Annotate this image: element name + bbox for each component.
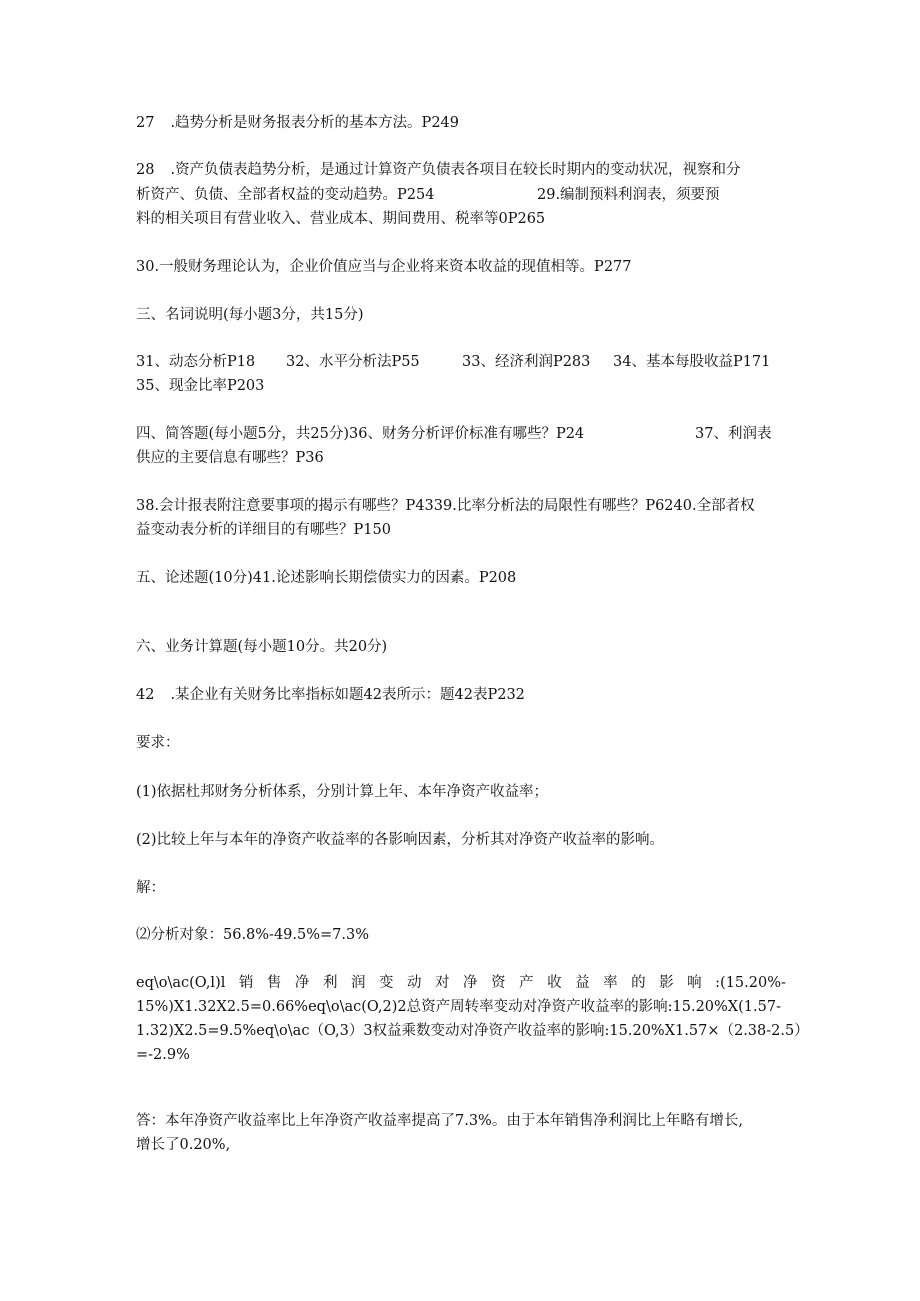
item-28-continued-text: 析资产、负债、全部者权益的变动趋势。P254 bbox=[136, 187, 435, 203]
calc-token: 销 bbox=[238, 975, 254, 991]
term-34 bbox=[613, 352, 770, 372]
item-29 bbox=[537, 185, 720, 205]
term-33 bbox=[462, 352, 590, 372]
calc-token: 的 bbox=[631, 975, 646, 991]
calc-line-2 bbox=[136, 997, 781, 1017]
item-27 bbox=[136, 113, 459, 133]
requirement-1 bbox=[136, 782, 548, 802]
item-30-text: 30.一般财务理论认为，企业价值应当与企业将来资本收益的现值相等。P277 bbox=[136, 259, 632, 275]
section-4-line-1-text: 四、简答题(每小题5分，共25分)36、财务分析评价标准有哪些？P24 bbox=[136, 426, 585, 442]
section-6-heading bbox=[136, 637, 387, 657]
item-27-text: .趋势分析是财务报表分析的基本方法。P249 bbox=[170, 115, 459, 131]
section-4-line-2-text: 供应的主要信息有哪些？P36 bbox=[136, 450, 324, 466]
term-35-text: 35、现金比率P203 bbox=[136, 378, 265, 394]
calc-token: 利 bbox=[322, 975, 338, 991]
section-5-line bbox=[136, 568, 516, 588]
calc-token: 产 bbox=[519, 975, 534, 991]
section-4-line-3 bbox=[136, 496, 755, 516]
item-27-number: 27 bbox=[136, 115, 155, 131]
item-28-continued bbox=[136, 185, 434, 205]
section-3-heading-text: 三、名词说明(每小题3分，共15分) bbox=[136, 307, 364, 323]
answer-line-2-text: 增长了0.20%, bbox=[136, 1137, 231, 1153]
requirement-2-text: (2)比较上年与本年的净资产收益率的各影响因素，分析其对净资产收益率的影响。 bbox=[136, 832, 665, 848]
calc-token: 资 bbox=[491, 975, 506, 991]
calc-line-4-text: =-2.9% bbox=[136, 1047, 190, 1063]
section-4-line-4 bbox=[136, 520, 391, 540]
section-3-heading bbox=[136, 305, 364, 325]
calc-token: :(15.20%- bbox=[715, 975, 786, 991]
item-28 bbox=[136, 160, 741, 180]
calc-token: 响 bbox=[687, 975, 702, 991]
section-4-line-4-text: 益变动表分析的详细目的有哪些？P150 bbox=[136, 522, 391, 538]
calc-line-3 bbox=[136, 1021, 809, 1041]
item-28-text: .资产负债表趋势分析，是通过计算资产负债表各项目在较长时期内的变动状况，视察和分 bbox=[170, 162, 741, 178]
answer-line-1 bbox=[136, 1111, 743, 1131]
calc-token: 收 bbox=[547, 975, 562, 991]
answer-line-1-text: 答：本年净资产收益率比上年净资产收益率提高了7.3%。由于本年销售净利润比上年略有增长, bbox=[136, 1113, 743, 1129]
item-28-number: 28 bbox=[136, 162, 155, 178]
calc-token: eq\o\ac(O,l)l bbox=[136, 975, 226, 991]
calc-line-3-text: 1.32)X2.5=9.5%eq\o\ac（O,3）3权益乘数变动对净资产收益率的影响:15.20%X1.57×（2.38-2.5） bbox=[136, 1023, 809, 1039]
item-30 bbox=[136, 257, 632, 277]
item-29-continued-text: 料的相关项目有营业收入、营业成本、期间费用、税率等0P265 bbox=[136, 211, 546, 227]
answer-line-2 bbox=[136, 1135, 230, 1155]
term-34-text: 34、基本每股收益P171 bbox=[613, 354, 771, 370]
calc-token: 净 bbox=[463, 975, 478, 991]
analysis-object-text: ⑵分析对象：56.8%-49.5%=7.3% bbox=[136, 927, 370, 943]
question-42-text: .某企业有关财务比率指标如题42表所示：题42表P232 bbox=[170, 687, 525, 703]
section-4-line-1 bbox=[136, 424, 584, 444]
term-31 bbox=[136, 352, 255, 372]
requirement-2 bbox=[136, 830, 664, 850]
section-4-line-2 bbox=[136, 448, 324, 468]
calc-token: 净 bbox=[294, 975, 310, 991]
calc-token: 售 bbox=[266, 975, 282, 991]
term-32 bbox=[286, 352, 420, 372]
calc-line-1 bbox=[136, 973, 786, 993]
question-42-number: 42 bbox=[136, 687, 155, 703]
question-42 bbox=[136, 685, 525, 705]
term-32-text: 32、水平分析法P55 bbox=[286, 354, 420, 370]
solution-label bbox=[136, 878, 165, 898]
requirements-label-text: 要求： bbox=[136, 735, 180, 751]
item-37-text: 37、利润表 bbox=[695, 426, 772, 442]
calc-token: 变 bbox=[378, 975, 394, 991]
requirement-1-text: (1)依据杜邦财务分析体系，分别计算上年、本年净资产收益率； bbox=[136, 784, 549, 800]
calc-token: 润 bbox=[350, 975, 366, 991]
term-31-text: 31、动态分析P18 bbox=[136, 354, 256, 370]
item-29-continued bbox=[136, 209, 545, 229]
analysis-object bbox=[136, 925, 369, 945]
term-33-text: 33、经济利润P283 bbox=[462, 354, 591, 370]
calc-token: 影 bbox=[659, 975, 674, 991]
item-37 bbox=[695, 424, 771, 444]
item-29-text: 29.编制预料利润表，须要预 bbox=[537, 187, 720, 203]
solution-label-text: 解： bbox=[136, 880, 165, 896]
calc-token: 率 bbox=[603, 975, 618, 991]
section-5-text: 五、论述题(10分)41.论述影响长期偿债实力的因素。P208 bbox=[136, 570, 517, 586]
calc-token: 对 bbox=[435, 975, 450, 991]
calc-line-4 bbox=[136, 1045, 190, 1065]
term-35 bbox=[136, 376, 264, 396]
calc-token: 益 bbox=[575, 975, 590, 991]
section-4-line-3-text: 38.会计报表附注意要事项的揭示有哪些？P4339.比率分析法的局限性有哪些？P6240.全部者权 bbox=[136, 498, 755, 514]
calc-line-2-text: 15%)X1.32X2.5=0.66%eq\o\ac(O,2)2总资产周转率变动对净资产收益率的影响:15.20%X(1.57- bbox=[136, 999, 781, 1015]
calc-token: 动 bbox=[406, 975, 422, 991]
section-6-heading-text: 六、业务计算题(每小题10分。共20分) bbox=[136, 639, 388, 655]
requirements-label bbox=[136, 733, 180, 753]
